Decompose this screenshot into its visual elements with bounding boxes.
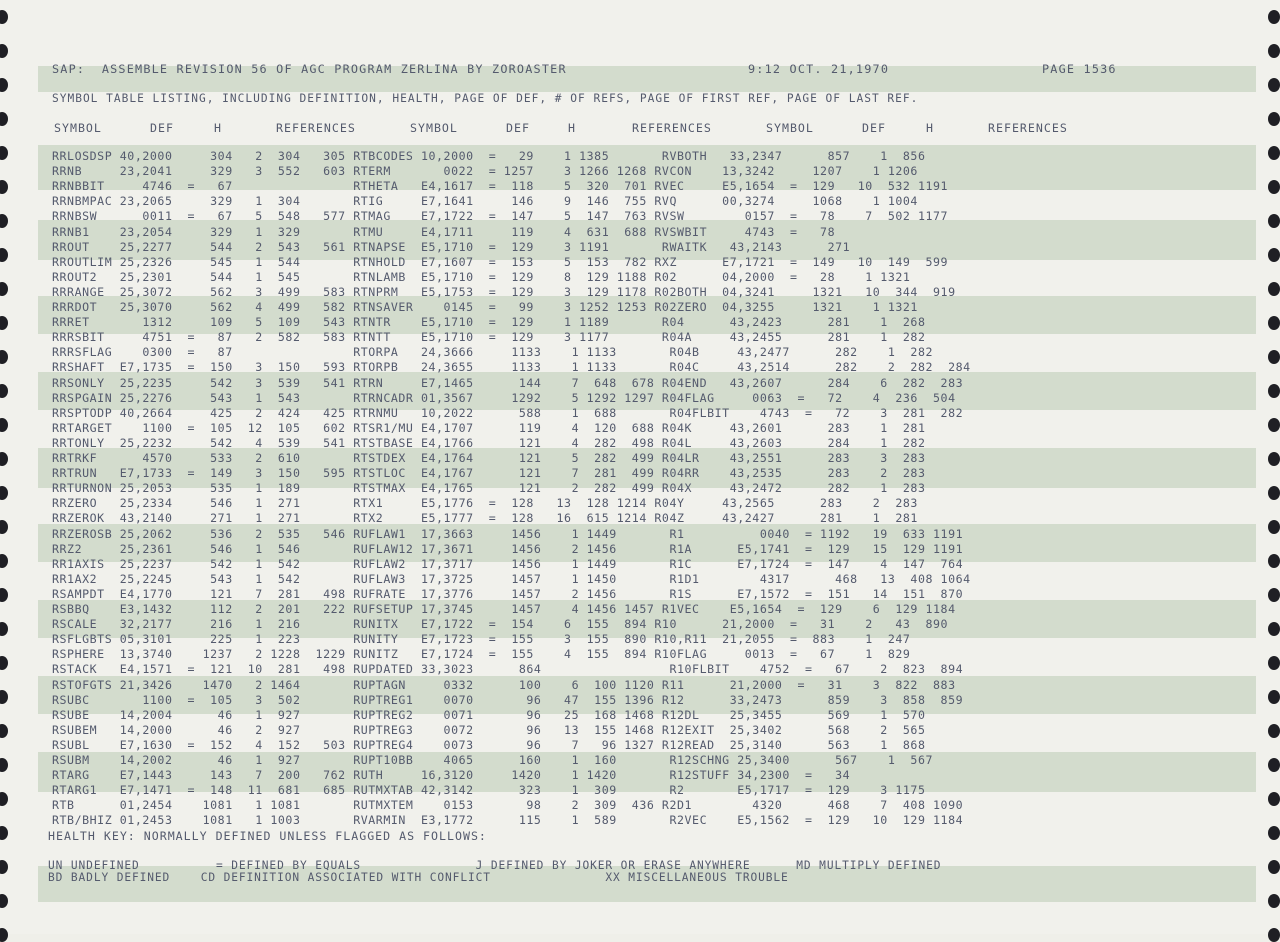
feed-hole-right <box>1268 44 1280 58</box>
table-row: RRTONLY 25,2232 542 4 539 541 RTSTBASE E4,1766 121 4 282 498 R04L 43,2603 284 1 282 <box>52 435 926 450</box>
col-references-1: REFERENCES <box>276 121 356 135</box>
table-row: RSUBL E7,1630 = 152 4 152 503 RUPTREG4 0073 96 7 96 1327 R12READ 25,3140 563 1 868 <box>52 737 926 752</box>
feed-hole-right <box>1268 724 1280 738</box>
col-health-2: H <box>568 121 576 135</box>
feed-hole-left <box>0 350 8 364</box>
table-row: RSAMPDT E4,1770 121 7 281 498 RUFRATE 17,3776 1457 2 1456 R1S E7,1572 = 151 14 151 870 <box>52 586 964 601</box>
table-row: RRZERO 25,2334 546 1 271 RTX1 E5,1776 = 128 13 128 1214 R04Y 43,2565 283 2 283 <box>52 496 918 511</box>
feed-hole-left <box>0 112 8 126</box>
table-row: RR1AXIS 25,2237 542 1 542 RUFLAW2 17,3717 1456 1 1449 R1C E7,1724 = 147 4 147 764 <box>52 556 964 571</box>
table-row: RRTARGET 1100 = 105 12 105 602 RTSR1/MU E4,1707 119 4 120 688 R04K 43,2601 283 1 281 <box>52 420 926 435</box>
table-row: RRNBBIT 4746 = 67 RTHETA E4,1617 = 118 5 320 701 RVEC E5,1654 = 129 10 532 1191 <box>52 179 949 194</box>
table-row: RROUT 25,2277 544 2 543 561 RTNAPSE E5,1710 = 129 3 1191 RWAITK 43,2143 271 <box>52 239 851 254</box>
feed-hole-left <box>0 758 8 772</box>
table-row: RRNB 23,2041 329 3 552 603 RTERM 0022 = 1257 3 1266 1268 RVCON 13,3242 1207 1 1206 <box>52 164 918 179</box>
feed-hole-right <box>1268 146 1280 160</box>
table-row: RSUBE 14,2004 46 1 927 RUPTREG2 0071 96 25 168 1468 R12DL 25,3455 569 1 570 <box>52 707 926 722</box>
feed-hole-left <box>0 860 8 874</box>
page-number: PAGE 1536 <box>1042 62 1117 76</box>
table-row: RRSPTODP 40,2664 425 2 424 425 RTRNMU 10,2022 588 1 688 R04FLBIT 4743 = 72 3 281 282 <box>52 405 964 420</box>
feed-hole-right <box>1268 894 1280 908</box>
listing-time: 9:12 OCT. 21,1970 <box>748 62 890 76</box>
feed-hole-left <box>0 146 8 160</box>
table-row: RTB 01,2454 1081 1 1081 RUTMXTEM 0153 98 2 309 436 R2D1 4320 468 7 408 1090 <box>52 798 964 813</box>
table-row: RROUTLIM 25,2326 545 1 544 RTNHOLD E7,1607 = 153 5 153 782 RXZ E7,1721 = 149 10 149 599 <box>52 254 949 269</box>
feed-hole-right <box>1268 452 1280 466</box>
feed-hole-left <box>0 180 8 194</box>
feed-hole-left <box>0 554 8 568</box>
feed-hole-right <box>1268 282 1280 296</box>
table-row: RSCALE 32,2177 216 1 216 RUNITX E7,1722 = 154 6 155 894 R10 21,2000 = 31 2 43 890 <box>52 617 949 632</box>
table-row: RRSHAFT E7,1735 = 150 3 150 593 RTORPB 24,3655 1133 1 1133 R04C 43,2514 282 2 282 284 <box>52 360 971 375</box>
table-row: RRNBMPAC 23,2065 329 1 304 RTIG E7,1641 146 9 146 755 RVQ 00,3274 1068 1 1004 <box>52 194 918 209</box>
col-references-3: REFERENCES <box>988 121 1068 135</box>
feed-hole-left <box>0 214 8 228</box>
feed-hole-left <box>0 894 8 908</box>
feed-hole-right <box>1268 384 1280 398</box>
feed-hole-left <box>0 792 8 806</box>
col-symbol-2: SYMBOL <box>410 121 458 135</box>
col-def-1: DEF <box>150 121 174 135</box>
feed-hole-left <box>0 486 8 500</box>
table-row: RRNB1 23,2054 329 1 329 RTMU E4,1711 119 4 631 688 RVSWBIT 4743 = 78 <box>52 224 836 239</box>
feed-hole-right <box>1268 656 1280 670</box>
col-symbol-1: SYMBOL <box>54 121 102 135</box>
table-row: RRRANGE 25,3072 562 3 499 583 RTNPRM E5,1753 = 129 3 129 1178 R02BOTH 04,3241 1321 10 344 919 <box>52 284 956 299</box>
feed-hole-left <box>0 316 8 330</box>
col-def-3: DEF <box>862 121 886 135</box>
table-row: RRRET 1312 109 5 109 543 RTNTR E5,1710 = 129 1 1189 R04 43,2423 281 1 268 <box>52 315 926 330</box>
feed-hole-right <box>1268 486 1280 500</box>
col-health-3: H <box>926 121 934 135</box>
feed-hole-right <box>1268 826 1280 840</box>
health-key-title: HEALTH KEY: NORMALLY DEFINED UNLESS FLAGGED AS FOLLOWS: <box>48 829 487 843</box>
table-row: RRSPGAIN 25,2276 543 1 543 RTRNCADR 01,3567 1292 5 1292 1297 R04FLAG 0063 = 72 4 236 504 <box>52 390 956 405</box>
table-row: RRRDOT 25,3070 562 4 499 582 RTNSAVER 0145 = 99 3 1252 1253 R02ZERO 04,3255 1321 1 1321 <box>52 300 918 314</box>
feed-hole-right <box>1268 316 1280 330</box>
feed-hole-left <box>0 826 8 840</box>
feed-hole-right <box>1268 622 1280 636</box>
feed-hole-right <box>1268 214 1280 228</box>
feed-hole-right <box>1268 180 1280 194</box>
table-row: RRTRKF 4570 533 2 610 RTSTDEX E4,1764 121 5 282 499 R04LR 43,2551 283 3 283 <box>52 451 926 465</box>
feed-hole-left <box>0 10 8 24</box>
table-row: RRSONLY 25,2235 542 3 539 541 RTRN E7,1465 144 7 648 678 R04END 43,2607 284 6 282 283 <box>52 375 964 390</box>
table-row: RSFLGBTS 05,3101 225 1 223 RUNITY E7,1723 = 155 3 155 890 R10,R11 21,2055 = 883 1 247 <box>52 632 911 647</box>
health-key-line-2: BD BADLY DEFINED CD DEFINITION ASSOCIATED WITH CONFLICT XX MISCELLANEOUS TROUBLE <box>48 871 789 884</box>
feed-hole-left <box>0 724 8 738</box>
table-row: RR1AX2 25,2245 543 1 542 RUFLAW3 17,3725 1457 1 1450 R1D1 4317 468 13 408 1064 <box>52 571 971 586</box>
feed-hole-left <box>0 622 8 636</box>
table-row: RRRSBIT 4751 = 87 2 582 583 RTNTT E5,1710 = 129 3 1177 R04A 43,2455 281 1 282 <box>52 330 926 345</box>
table-row: RRZ2 25,2361 546 1 546 RUFLAW12 17,3671 1456 2 1456 R1A E5,1741 = 129 15 129 1191 <box>52 541 964 556</box>
feed-hole-right <box>1268 112 1280 126</box>
table-row: RSUBM 14,2002 46 1 927 RUPT10BB 4065 160 1 160 R12SCHNG 25,3400 567 1 567 <box>52 753 934 767</box>
table-row: RSBBQ E3,1432 112 2 201 222 RUFSETUP 17,3745 1457 4 1456 1457 R1VEC E5,1654 = 129 6 129 1184 <box>52 602 956 616</box>
table-row: RRLOSDSP 40,2000 304 2 304 305 RTBCODES 10,2000 = 29 1 1385 RVBOTH 33,2347 857 1 856 <box>52 149 926 163</box>
health-key-line-1: UN UNDEFINED = DEFINED BY EQUALS J DEFINED BY JOKER OR ERASE ANYWHERE MD MULTIPLY DEFINED <box>48 859 942 872</box>
table-row: RRNBSW 0011 = 67 5 548 577 RTMAG E7,1722 = 147 5 147 763 RVSW 0157 = 78 7 502 1177 <box>52 209 949 224</box>
feed-hole-right <box>1268 588 1280 602</box>
table-row: RRRSFLAG 0300 = 87 RTORPA 24,3666 1133 1 1133 R04B 43,2477 282 1 282 <box>52 345 934 360</box>
listing-title: SAP: ASSEMBLE REVISION 56 OF AGC PROGRAM ZERLINA BY ZOROASTER <box>52 62 567 76</box>
feed-hole-right <box>1268 554 1280 568</box>
feed-hole-left <box>0 520 8 534</box>
table-row: RSUBEM 14,2000 46 2 927 RUPTREG3 0072 96 13 155 1468 R12EXIT 25,3402 568 2 565 <box>52 722 926 737</box>
feed-hole-right <box>1268 860 1280 874</box>
feed-hole-left <box>0 44 8 58</box>
table-row: RTARG E7,1443 143 7 200 762 RUTH 16,3120 1420 1 1420 R12STUFF 34,2300 = 34 <box>52 768 851 783</box>
feed-hole-right <box>1268 350 1280 364</box>
table-row: RRTURNON 25,2053 535 1 189 RTSTMAX E4,1765 121 2 282 499 R04X 43,2472 282 1 283 <box>52 481 926 496</box>
feed-hole-right <box>1268 792 1280 806</box>
feed-hole-right <box>1268 928 1280 942</box>
feed-hole-left <box>0 248 8 262</box>
feed-hole-left <box>0 418 8 432</box>
table-row: RSPHERE 13,3740 1237 2 1228 1229 RUNITZ E7,1724 = 155 4 155 894 R10FLAG 0013 = 67 1 829 <box>52 647 911 662</box>
feed-hole-left <box>0 78 8 92</box>
table-row: RSTACK E4,1571 = 121 10 281 498 RUPDATED 33,3023 864 R10FLBIT 4752 = 67 2 823 894 <box>52 662 964 677</box>
feed-hole-left <box>0 690 8 704</box>
col-references-2: REFERENCES <box>632 121 712 135</box>
feed-hole-left <box>0 384 8 398</box>
table-row: RSTOFGTS 21,3426 1470 2 1464 RUPTAGN 0332 100 6 100 1120 R11 21,2000 = 31 3 822 883 <box>52 677 956 692</box>
feed-hole-right <box>1268 248 1280 262</box>
feed-hole-right <box>1268 520 1280 534</box>
table-row: RTB/BHIZ 01,2453 1081 1 1003 RVARMIN E3,1772 115 1 589 R2VEC E5,1562 = 129 10 129 1184 <box>52 813 964 828</box>
col-symbol-3: SYMBOL <box>766 121 814 135</box>
feed-hole-left <box>0 452 8 466</box>
feed-hole-right <box>1268 418 1280 432</box>
feed-hole-left <box>0 928 8 942</box>
listing-subtitle: SYMBOL TABLE LISTING, INCLUDING DEFINITION, HEALTH, PAGE OF DEF, # OF REFS, PAGE OF FIRST REF, PAGE OF LAST REF. <box>52 92 919 105</box>
table-row: RSUBC 1100 = 105 3 502 RUPTREG1 0070 96 47 155 1396 R12 33,2473 859 3 858 859 <box>52 692 964 707</box>
feed-hole-left <box>0 588 8 602</box>
feed-hole-left <box>0 282 8 296</box>
table-row: RRZEROSB 25,2062 536 2 535 546 RUFLAW1 17,3663 1456 1 1449 R1 0040 = 1192 19 633 1191 <box>52 526 964 541</box>
feed-hole-left <box>0 656 8 670</box>
col-def-2: DEF <box>506 121 530 135</box>
feed-hole-right <box>1268 758 1280 772</box>
table-row: RRZEROK 43,2140 271 1 271 RTX2 E5,1777 = 128 16 615 1214 R04Z 43,2427 281 1 281 <box>52 511 918 526</box>
feed-hole-right <box>1268 78 1280 92</box>
feed-hole-right <box>1268 690 1280 704</box>
table-row: RTARG1 E7,1471 = 148 11 681 685 RUTMXTAB 42,3142 323 1 309 R2 E5,1717 = 129 3 1175 <box>52 783 926 798</box>
table-row: RROUT2 25,2301 544 1 545 RTNLAMB E5,1710 = 129 8 129 1188 R02 04,2000 = 28 1 1321 <box>52 269 911 284</box>
col-health-1: H <box>214 121 222 135</box>
table-row: RRTRUN E7,1733 = 149 3 150 595 RTSTLOC E4,1767 121 7 281 499 R04RR 43,2535 283 2 283 <box>52 466 926 481</box>
feed-hole-right <box>1268 10 1280 24</box>
